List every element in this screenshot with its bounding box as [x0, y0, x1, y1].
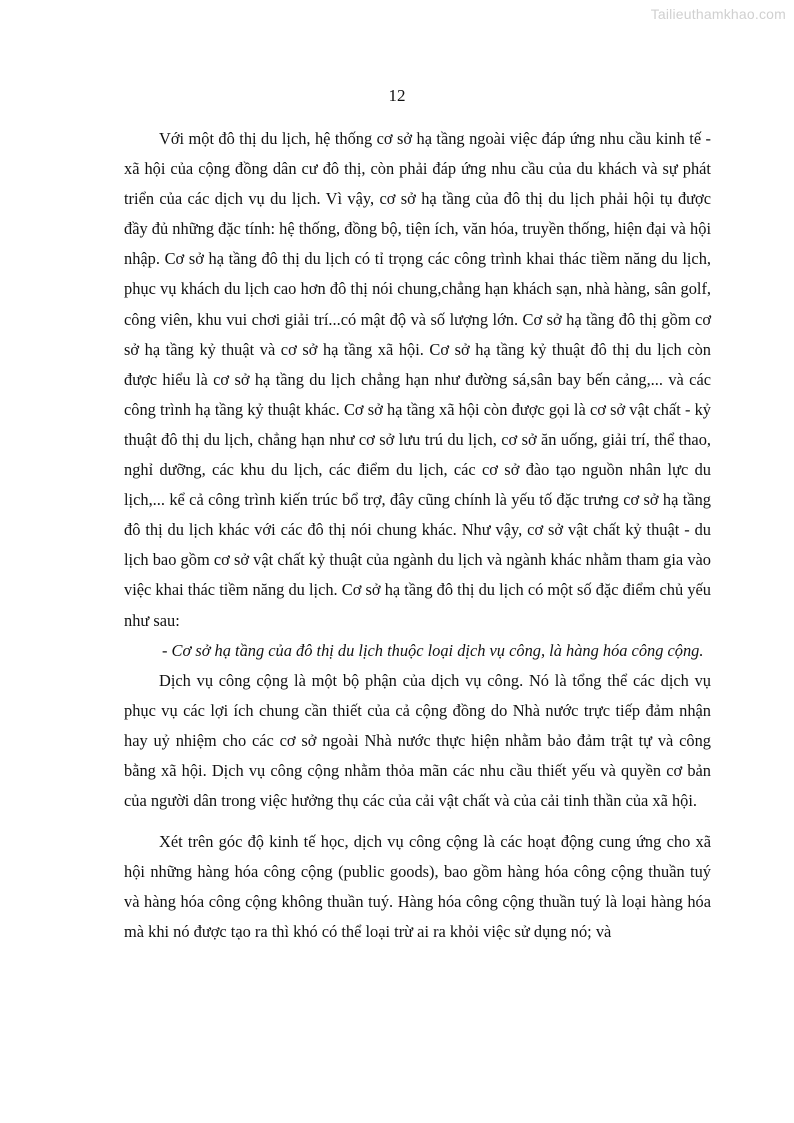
paragraph-infrastructure-overview: Với một đô thị du lịch, hệ thống cơ sở hạ tầng ngoài việc đáp ứng nhu cầu kinh tế - xã hội của cộng đồng dân cư đô thị, còn phải đáp ứng nhu cầu của du khách và sự phát triển của các dịch vụ du lịch. Vì vậy, cơ sở hạ tầng của đô thị du lịch phải hội tụ được đầy đủ những đặc tính: hệ thống, đồng bộ, tiện ích, văn hóa, truyền thống, hiện đại và hội nhập. Cơ sở hạ tầng đô thị du lịch có tỉ trọng các công trình khai thác tiềm năng du lịch, phục vụ khách du lịch cao hơn đô thị nói chung,chẳng hạn khách sạn, nhà hàng, sân golf, công viên, khu vui chơi giải trí...có mật độ và số lượng lớn. Cơ sở hạ tầng đô thị gồm cơ sở hạ tầng kỷ thuật và cơ sở hạ tầng xã hội. Cơ sở hạ tầng kỷ thuật đô thị du lịch còn được hiểu là cơ sở hạ tầng du lịch chẳng hạn như đường sá,sân bay bến cảng,... và các công trình hạ tầng kỷ thuật khác. Cơ sở hạ tầng xã hội còn được gọi là cơ sở vật chất - kỷ thuật đô thị du lịch, chẳng hạn như cơ sở lưu trú du lịch, cơ sở ăn uống, giải trí, thể thao, nghỉ dưỡng, các khu du lịch, các điểm du lịch, các cơ sở đào tạo nguồn nhân lực du lịch,... kể cả công trình kiến trúc bổ trợ, đây cũng chính là yếu tố đặc trưng cơ sở hạ tầng đô thị du lịch khác với các đô thị nói chung khác. Như vậy, cơ sở vật chất kỷ thuật - du lịch bao gồm cơ sở vật chất kỷ thuật của ngành du lịch và ngành khác nhằm tham gia vào việc khai thác tiềm năng du lịch. Cơ sở hạ tầng đô thị du lịch có một số đặc điểm chủ yếu như sau:	[124, 129, 711, 630]
paragraph-economic-view: Xét trên góc độ kinh tế học, dịch vụ công cộng là các hoạt động cung ứng cho xã hội những hàng hóa công cộng (public goods), bao gồm hàng hóa công cộng thuần tuý và hàng hóa công cộng không thuần tuý. Hàng hóa công cộng thuần tuý là loại hàng hóa mà khi nó được tạo ra thì khó có thể loại trừ ai ra khỏi việc sử dụng nó; và	[124, 832, 711, 942]
watermark-text: Tailieuthamkhao.com	[650, 6, 786, 22]
page-number: 12	[388, 86, 406, 105]
paragraph-italic-point: - Cơ sở hạ tầng của đô thị du lịch thuộc loại dịch vụ công, là hàng hóa công cộng.	[162, 640, 704, 660]
paragraph-public-service: Dịch vụ công cộng là một bộ phận của dịch vụ công. Nó là tổng thể các dịch vụ phục vụ các lợi ích chung cần thiết của cả cộng đồng do Nhà nước trực tiếp đảm nhận hay uỷ nhiệm cho các cơ sở ngoài Nhà nước thực hiện nhằm bảo đảm trật tự và công bằng xã hội. Dịch vụ công cộng nhằm thỏa mãn các nhu cầu thiết yếu và quyền cơ bản của người dân trong việc hưởng thụ các của cải vật chất và của cải tinh thần của xã hội.	[124, 670, 711, 811]
document-body	[124, 124, 711, 948]
